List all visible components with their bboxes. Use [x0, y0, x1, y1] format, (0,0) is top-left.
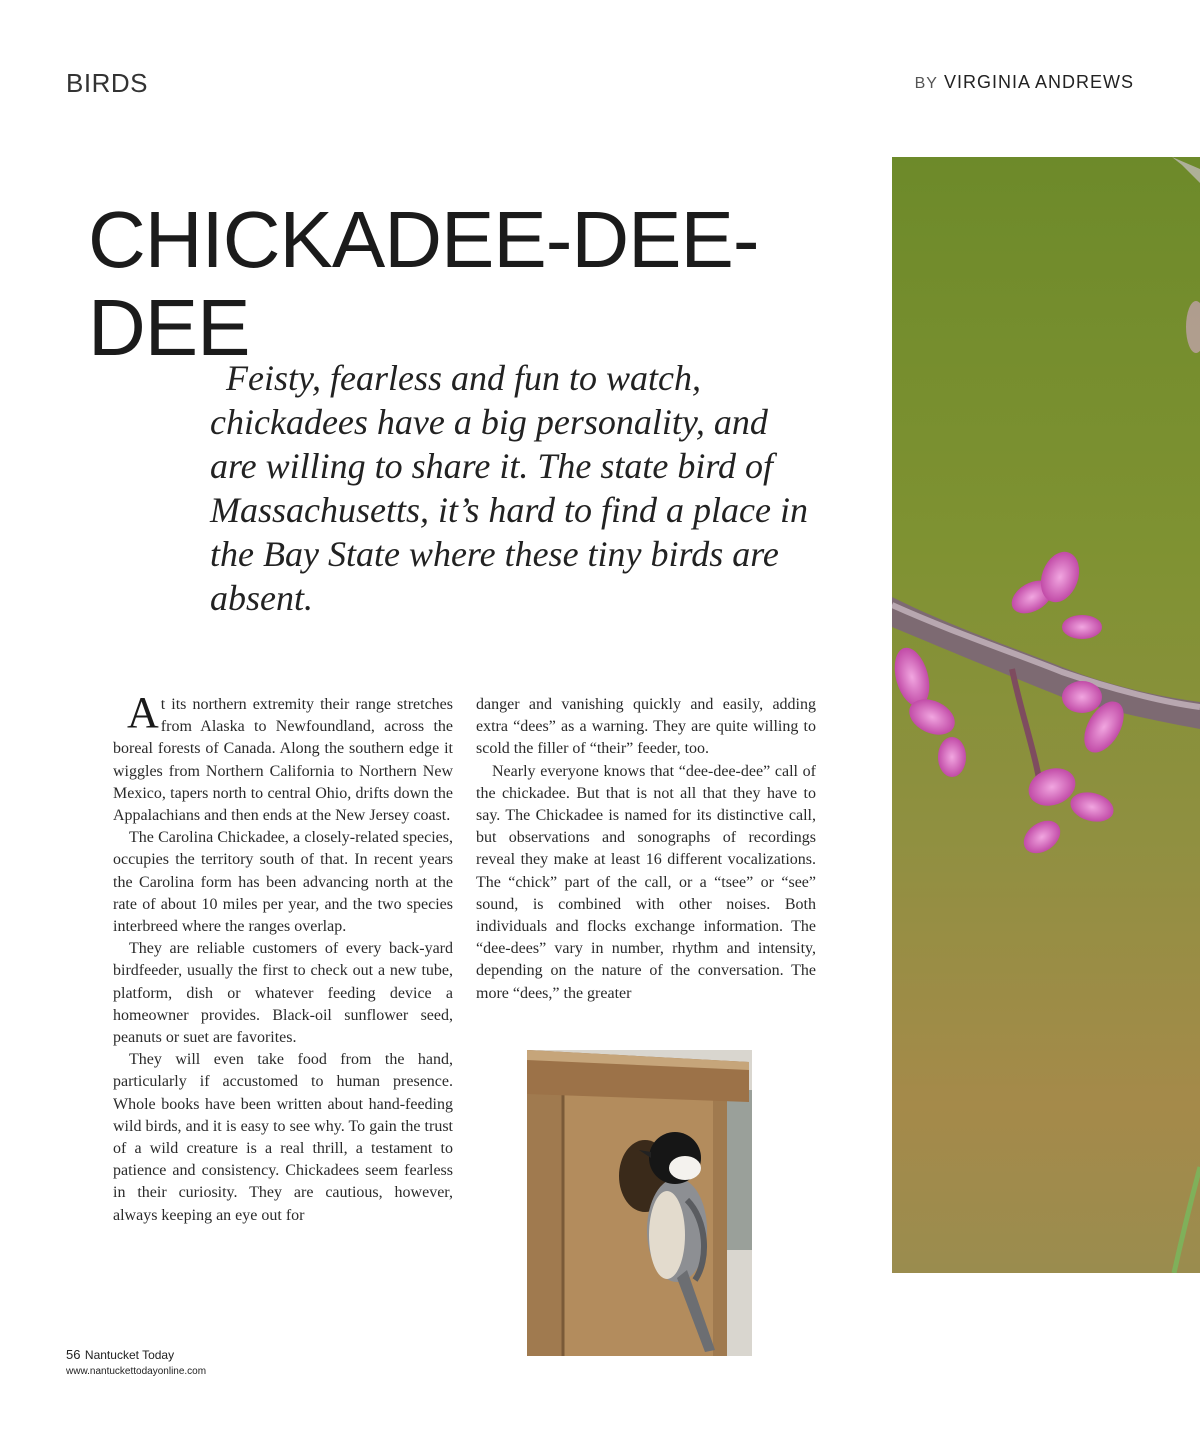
- publication-url: www.nantuckettodayonline.com: [66, 1366, 207, 1377]
- chickadee-birdhouse-photo: [527, 1050, 752, 1356]
- body-paragraph: They will even take food from the hand, particularly if accustomed to human presence. Whole books have been written about hand-feeding wild birds, and it is easy to see why. To gain the trust of a wild creature is a real thrill, a testament to patience and consistency. Chickadees seem fearless in their curiosity. They are cautious, however, always keeping an eye out for: [113, 1051, 453, 1224]
- redbud-branch-photo: [892, 157, 1200, 1273]
- body-paragraph: Nearly everyone knows that “dee-dee-dee” call of the chickadee. But that is not all that they have to say. The Chickadee is named for its distinctive call, but observations and sonographs of recordings reveal they make at least 16 different vocalizations. The “chick” part of the call, or a “tsee” or “see” sound, is combined with other noises. Both individuals and flocks exchange information. The “dee-dees” vary in number, rhythm and intensity, depending on the nature of the conversation. The more “dees,” the greater: [476, 762, 816, 1002]
- article-title: CHICKADEE-DEE-DEE: [88, 195, 759, 372]
- page-number: 56: [66, 1347, 81, 1362]
- author-name: VIRGINIA ANDREWS: [943, 72, 1134, 92]
- publication-name: Nantucket Today: [84, 1348, 175, 1362]
- body-paragraph: The Carolina Chickadee, a closely-related species, occupies the territory south of that. In recent years the Carolina form has been advancing north at the rate of about 10 miles per year, and the two species interbreed where the ranges overlap.: [113, 829, 453, 936]
- page-footer: [66, 1346, 206, 1377]
- body-paragraph: They are reliable customers of every back-yard birdfeeder, usually the first to check out a new tube, platform, dish or whatever feeding device a homeowner provides. Black-oil sunflower seed, peanuts or suet are favorites.: [113, 940, 453, 1047]
- body-paragraph: [113, 688, 453, 827]
- body-column-left: [113, 688, 453, 1227]
- section-label: BIRDS: [66, 68, 148, 98]
- drop-cap: A: [127, 688, 159, 737]
- body-column-right: [476, 694, 816, 1005]
- article-dek: [210, 356, 810, 620]
- body-paragraph: danger and vanishing quickly and easily, adding extra “dees” as a warning. They are quite willing to scold the filler of “their” feeder, too.: [476, 696, 816, 758]
- byline-prefix: BY: [914, 75, 938, 92]
- dek-text: Feisty, fearless and fun to watch, chickadees have a big personality, and are willing to share it. The state bird of Massachusetts, it’s hard to find a place in the Bay State where these tiny birds are absent.: [210, 358, 808, 618]
- byline: [915, 72, 1134, 93]
- body-text: t its northern extremity their range stretches from Alaska to Newfoundland, across the boreal forests of Canada. Along the southern edge it wiggles from Northern California to Northern New Mexico, tapers north to central Ohio, drifts down the Appalachians and then ends at the New Jersey coast.: [113, 696, 453, 825]
